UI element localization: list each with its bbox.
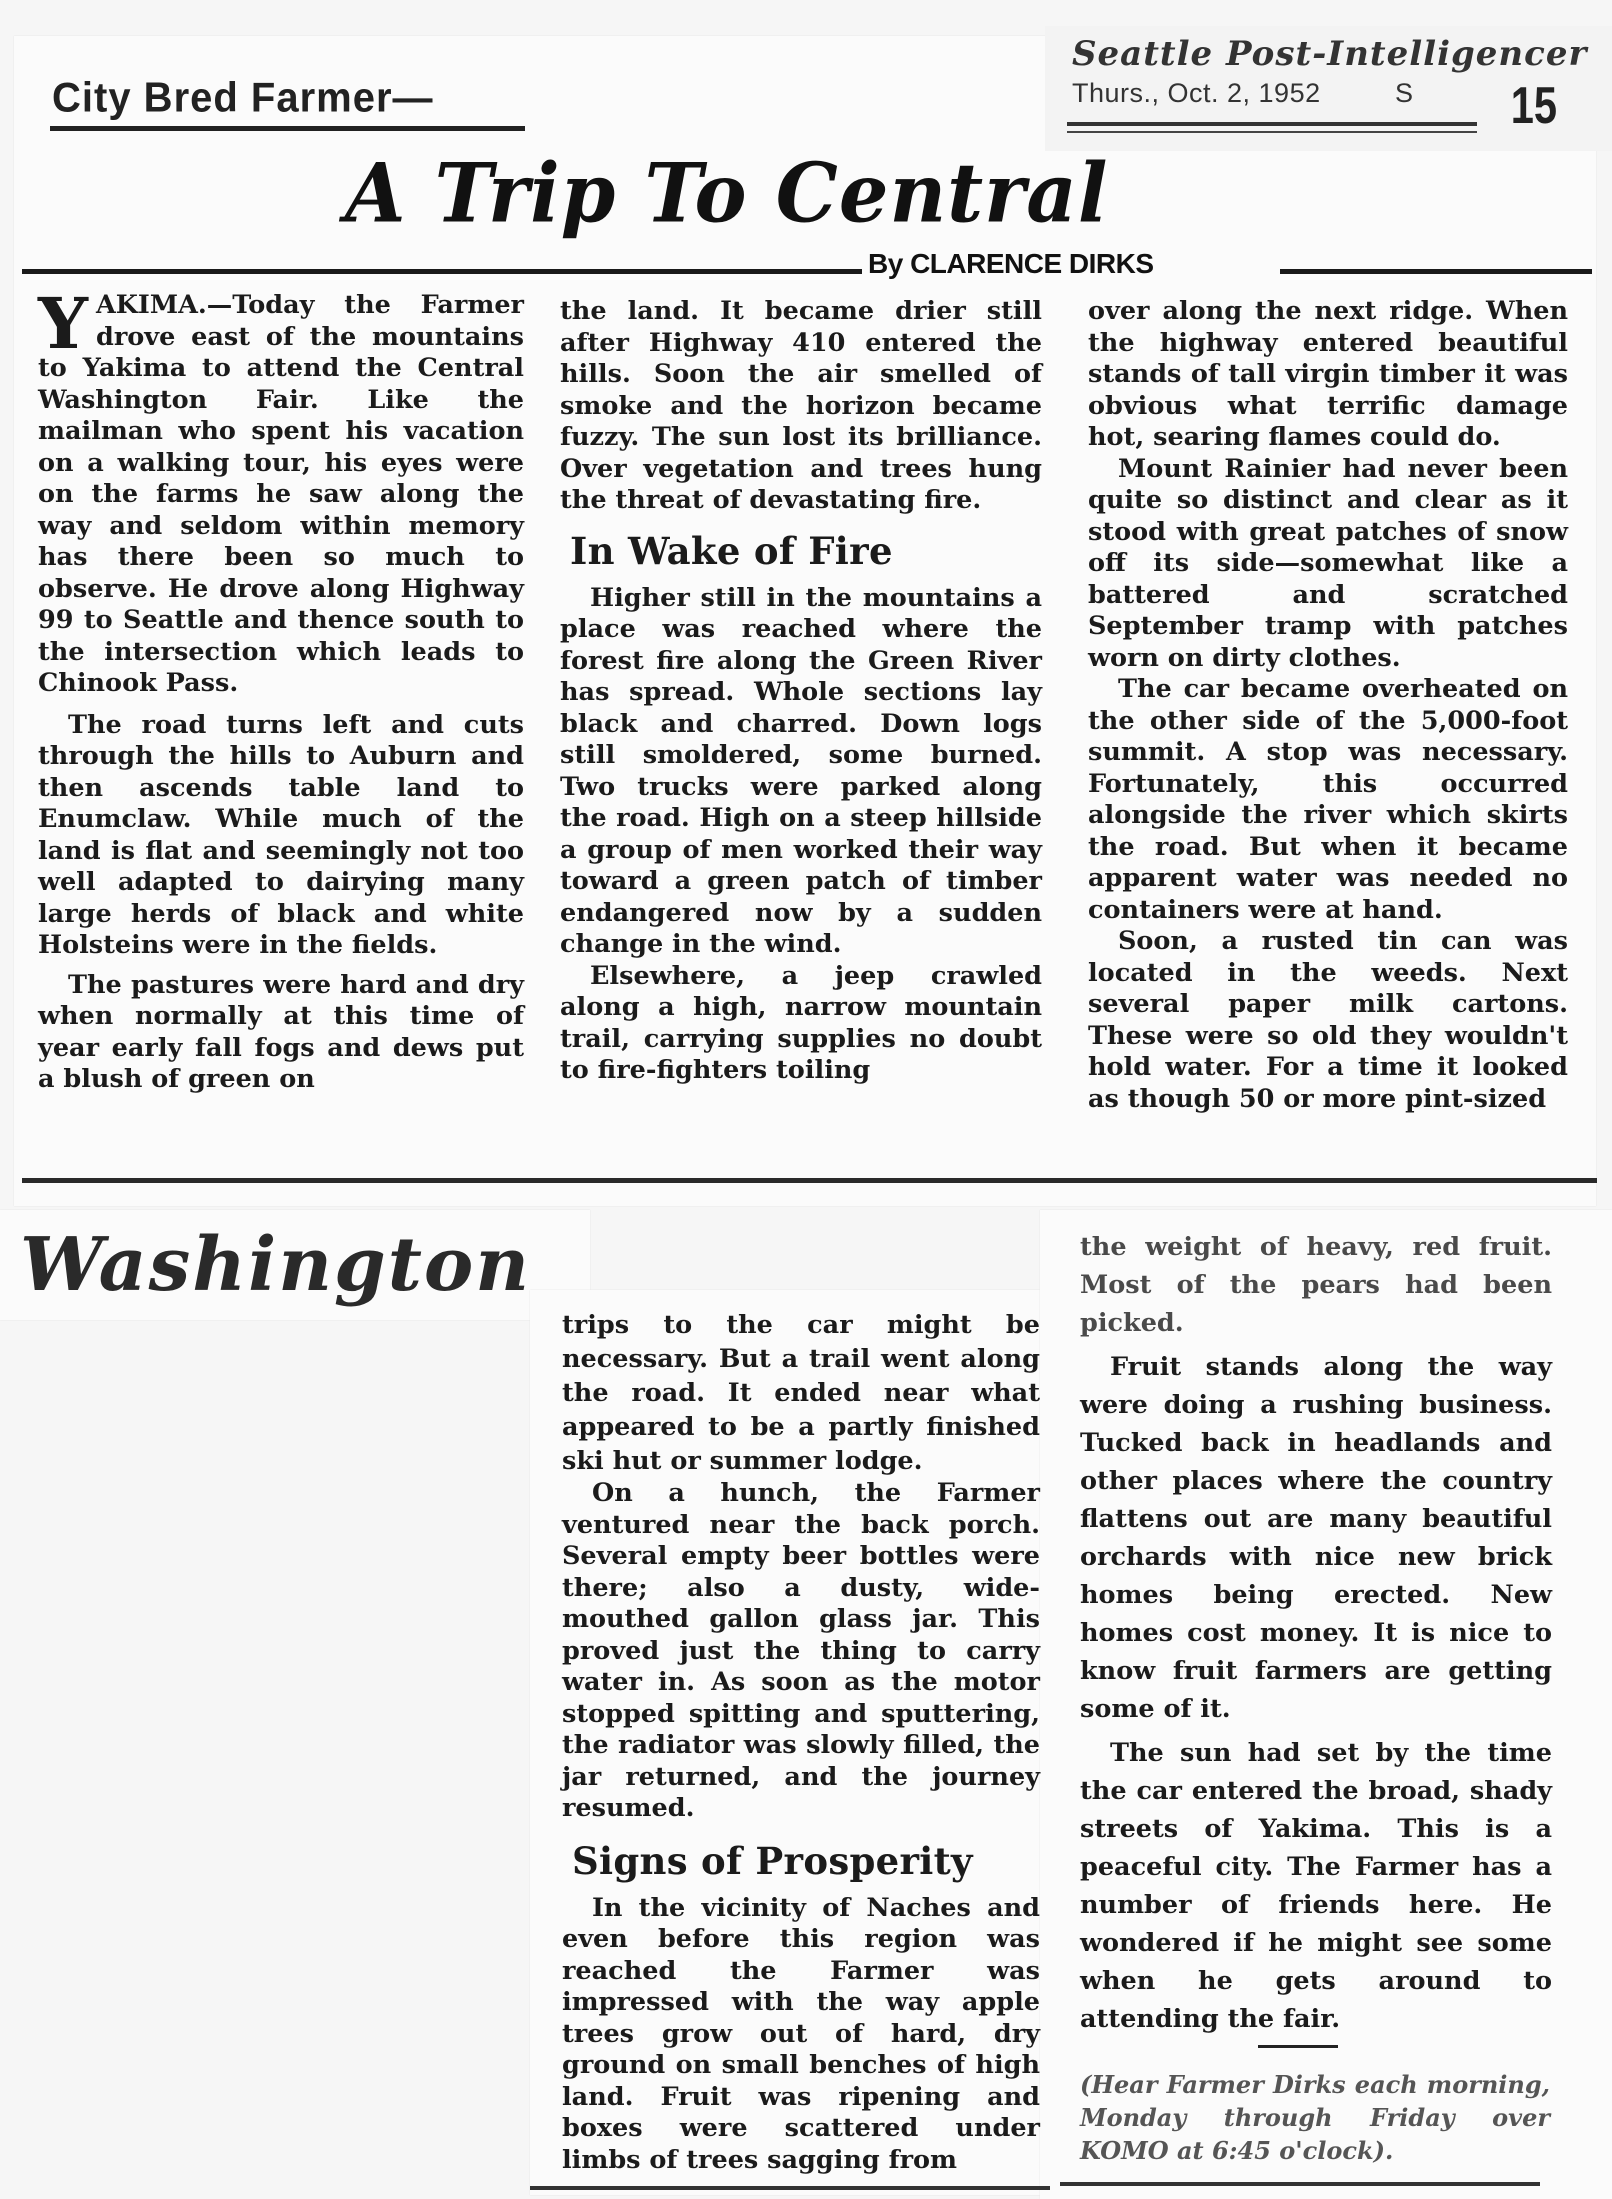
column-kicker: City Bred Farmer— [52, 74, 434, 122]
bottom-rule-right [1060, 2182, 1540, 2186]
paragraph: The road turns left and cuts through the hills to Auburn and then ascends table land to Enumclaw. While much of the land is flat and seemingly not too well adapted to dairying many large herds of black and white Holsteins were in the fields. [38, 709, 524, 960]
paragraph: The car became overheated on the other side of the 5,000-foot summit. A stop was necessary. Fortunately, this occurred alongside the river which skirts the road. But when it became apparent water was needed no containers were at hand. [1088, 674, 1568, 925]
paragraph: Soon, a rusted tin can was located in the weeds. Next several paper milk cartons. These were so old they wouldn't hold water. For a time it looked as though 50 or more pint-sized [1088, 926, 1568, 1114]
article-column-2 [560, 296, 1042, 1087]
paragraph: Elsewhere, a jeep crawled along a high, narrow mountain trail, carrying supplies no doubt to fire-fighters toiling [560, 960, 1042, 1085]
masthead-rule [1067, 122, 1477, 126]
article-column-4 [562, 1308, 1040, 2176]
paragraph: the weight of heavy, red fruit. Most of the pears had been picked. [1080, 1232, 1552, 1338]
publication-date: Thurs., Oct. 2, 1952 [1072, 78, 1321, 108]
byline-rule-left [22, 269, 862, 274]
page-number: 15 [1510, 77, 1558, 135]
kicker-underline [50, 126, 525, 131]
article-column-3 [1088, 296, 1568, 1115]
byline-rule-right [1280, 269, 1592, 274]
bottom-rule-middle [530, 2186, 1050, 2190]
paragraph-text: AKIMA.—Today the Farmer drove east of the mountains to Yakima to attend the Central Washington Fair. Like the mailman who spent his vacation on a walking tour, his eyes were on the farms he saw along the way and seldom within memory has there been so much to observe. He drove along Highway 99 to Seattle and thence south to the intersection which leads to Chinook Pass. [38, 290, 524, 698]
headline: A Trip To Central [345, 145, 1109, 242]
paragraph: The pastures were hard and dry when normally at this time of year early fall fogs and dews put a blush of green on [38, 969, 524, 1094]
newspaper-name: Seattle Post-Intelligencer [1072, 34, 1588, 74]
subhead-signs-of-prosperity: Signs of Prosperity [572, 1838, 973, 1883]
paragraph: the land. It became drier still after Highway 410 entered the hills. Soon the air smelled of smoke and the horizon became fuzzy. The sun lost its brilliance. Over vegetation and trees hung the threat of devastating fire. [560, 296, 1042, 515]
edition-mark: S [1395, 78, 1414, 108]
headline-continued: Washington [20, 1222, 532, 1308]
drop-cap: Y [38, 282, 88, 365]
paragraph: Higher still in the mountains a place was reached where the forest fire along the Green River has spread. Whole sections lay black and charred. Down logs still smoldered, some burned. Two trucks were parked along the road. High on a steep hillside a group of men worked their way toward a green patch of timber endangered now by a sudden change in the wind. [560, 582, 1042, 959]
paragraph: over along the next ridge. When the highway entered beautiful stands of tall virgin timber it was obvious what terrific damage hot, searing flames could do. [1088, 296, 1568, 452]
paragraph: Mount Rainier had never been quite so distinct and clear as it stood with great patches of snow off its side—somewhat like a battered and scratched September tramp with patches worn on dirty clothes. [1088, 453, 1568, 673]
masthead-rule [1067, 131, 1477, 133]
article-end-rule [1258, 2045, 1338, 2048]
paragraph-lead [38, 282, 524, 700]
paragraph: The sun had set by the time the car entered the broad, shady streets of Yakima. This is a peaceful city. The Farmer has a number of friends here. He wondered if he might see some when he gets around to attending the fair. [1080, 1738, 1552, 2034]
subhead-in-wake-of-fire: In Wake of Fire [570, 528, 893, 573]
paragraph: trips to the car might be necessary. But a trail went along the road. It ended near what appeared to be a partly finished ski hut or summer lodge. [562, 1310, 1040, 1476]
paragraph: In the vicinity of Naches and even before this region was reached the Farmer was impressed with the way apple trees grow out of hard, dry ground on small benches of high land. Fruit was ripening and boxes were scattered under limbs of trees sagging from [562, 1892, 1040, 2175]
paragraph: On a hunch, the Farmer ventured near the back porch. Several empty beer bottles were there; also a dusty, wide-mouthed gallon glass jar. This proved just the thing to carry water in. As soon as the motor stopped spitting and sputtering, the radiator was slowly filled, the jar returned, and the journey resumed. [562, 1478, 1040, 1823]
article-column-5 [1080, 1228, 1552, 2038]
section-rule [22, 1178, 1597, 1183]
radio-footnote: (Hear Farmer Dirks each morning, Monday through Friday over KOMO at 6:45 o'clock). [1080, 2070, 1550, 2165]
paragraph: Fruit stands along the way were doing a rushing business. Tucked back in headlands and other places where the country flattens out are many beautiful orchards with nice new brick homes being erected. New homes cost money. It is nice to know fruit farmers are getting some of it. [1080, 1352, 1552, 1724]
article-column-1 [38, 282, 524, 1096]
byline: By CLARENCE DIRKS [868, 248, 1154, 279]
